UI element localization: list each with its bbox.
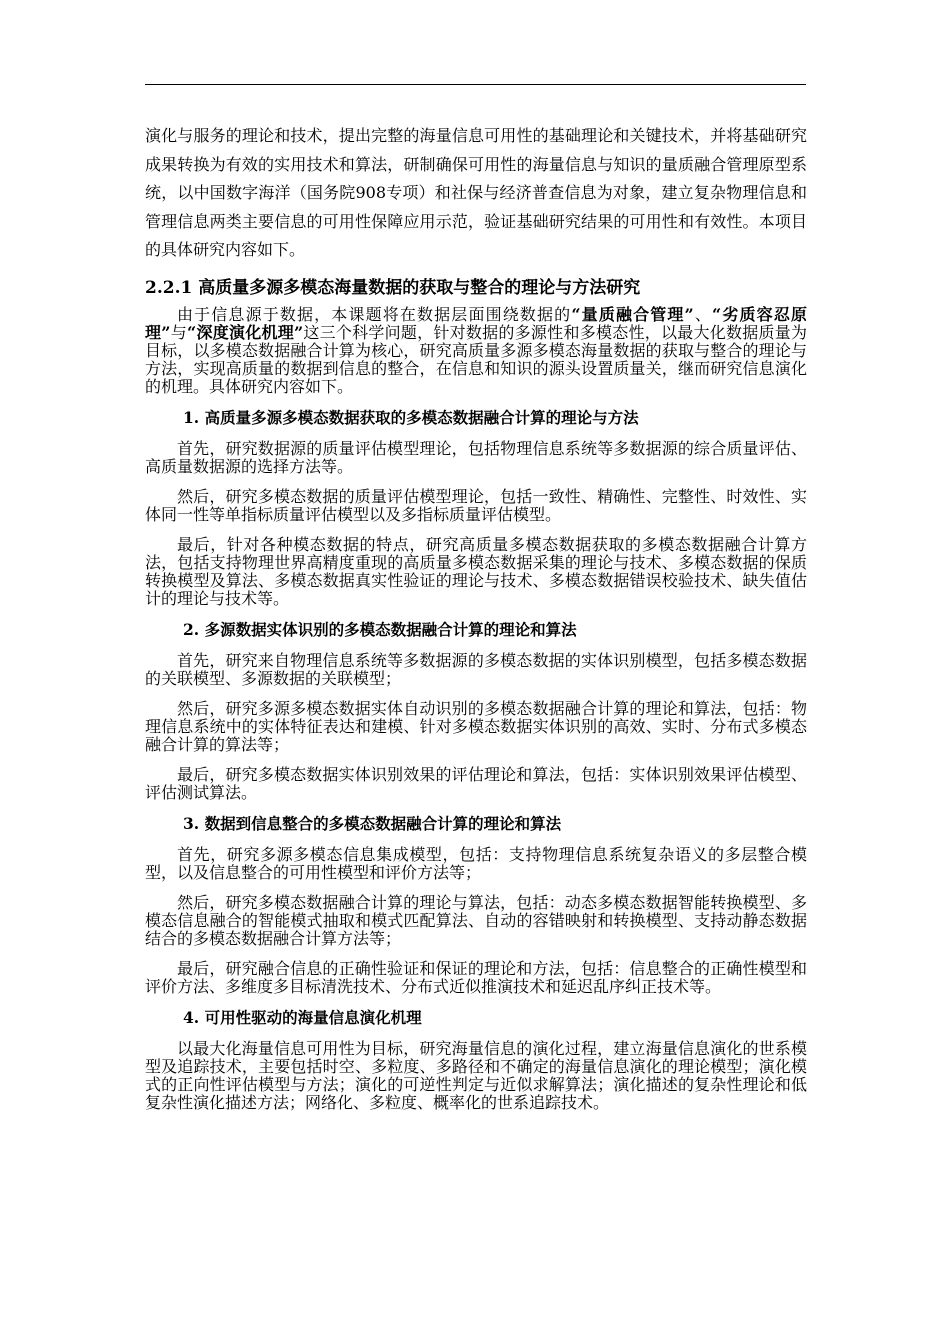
item-heading-3: 3. 数据到信息整合的多模态数据融合计算的理论和算法: [183, 813, 562, 833]
item-4-paragraph: 以最大化海量信息可用性为目标，研究海量信息的演化过程，建立海量信息演化的世系模型及追踪技术，主要包括时空、多粒度、多路径和不确定的海量信息演化的理论模型；演化模式的正向性评估模型与方法；演化的可逆性判定与近似求解算法；演化描述的复杂性理论和低复杂性演化描述方法；网络化、多粒度、概率化的世系追踪技术。: [145, 1038, 807, 1112]
item-3-paragraph: 然后，研究多模态数据融合计算的理论与算法，包括：动态多模态数据智能转换模型、多模态信息融合的智能模式抽取和模式匹配算法、自动的容错映射和转换模型、支持动静态数据结合的多模态数据融合计算方法等；: [145, 892, 807, 948]
item-heading-2: 2. 多源数据实体识别的多模态数据融合计算的理论和算法: [183, 619, 577, 639]
item-2-paragraph: 最后，研究多模态数据实体识别效果的评估理论和算法，包括：实体识别效果评估模型、评估测试算法。: [145, 764, 807, 802]
intro-paragraph: 演化与服务的理论和技术，提出完整的海量信息可用性的基础理论和关键技术，并将基础研究成果转换为有效的实用技术和算法，研制确保可用性的海量信息与知识的量质融合管理原型系统，以中国数字海洋（国务院908专项）和社保与经济普查信息为对象，建立复杂物理信息和管理信息两类主要信息的可用性保障应用示范，验证基础研究结果的可用性和有效性。本项目的具体研究内容如下。: [145, 126, 807, 259]
header-rule: [145, 84, 806, 85]
item-1-paragraph: 最后，针对各种模态数据的特点，研究高质量多模态数据获取的多模态数据融合计算方法，包括支持物理世界高精度重现的高质量多模态数据采集的理论与技术、多模态数据的保质转换模型及算法、多模态数据真实性验证的理论与技术、多模态数据错误校验技术、缺失值估计的理论与技术等。: [145, 534, 807, 608]
section-paragraph: 由于信息源于数据，本课题将在数据层面围绕数据的“量质融合管理”、“劣质容忍原理”与“深度演化机理”这三个科学问题，针对数据的多源性和多模态性，以最大化数据质量为目标，以多模态数据融合计算为核心，研究高质量多源多模态海量数据的获取与整合的理论与方法，实现高质量的数据到信息的整合，在信息和知识的源头设置质量关，继而研究信息演化的机理。具体研究内容如下。: [145, 304, 807, 396]
item-3-paragraph: 最后，研究融合信息的正确性验证和保证的理论和方法，包括：信息整合的正确性模型和评价方法、多维度多目标清洗技术、分布式近似推演技术和延迟乱序纠正技术等。: [145, 958, 807, 996]
document-page: [145, 122, 807, 1124]
item-1-paragraph: 然后，研究多模态数据的质量评估模型理论，包括一致性、精确性、完整性、时效性、实体同一性等单指标质量评估模型以及多指标质量评估模型。: [145, 486, 807, 524]
item-2-paragraph: 首先，研究来自物理信息系统等多数据源的多模态数据的实体识别模型，包括多模态数据的关联模型、多源数据的关联模型；: [145, 650, 807, 688]
item-heading-1: 1. 高质量多源多模态数据获取的多模态数据融合计算的理论与方法: [183, 407, 639, 427]
section-heading: 2.2.1 高质量多源多模态海量数据的获取与整合的理论与方法研究: [145, 277, 641, 298]
item-2-paragraph: 然后，研究多源多模态数据实体自动识别的多模态数据融合计算的理论和算法，包括：物理信息系统中的实体特征表达和建模、针对多模态数据实体识别的高效、实时、分布式多模态融合计算的算法等；: [145, 698, 807, 754]
item-3-paragraph: 首先，研究多源多模态信息集成模型，包括：支持物理信息系统复杂语义的多层整合模型，以及信息整合的可用性模型和评价方法等；: [145, 844, 807, 882]
item-heading-4: 4. 可用性驱动的海量信息演化机理: [183, 1007, 422, 1027]
item-1-paragraph: 首先，研究数据源的质量评估模型理论，包括物理信息系统等多数据源的综合质量评估、高质量数据源的选择方法等。: [145, 438, 807, 476]
